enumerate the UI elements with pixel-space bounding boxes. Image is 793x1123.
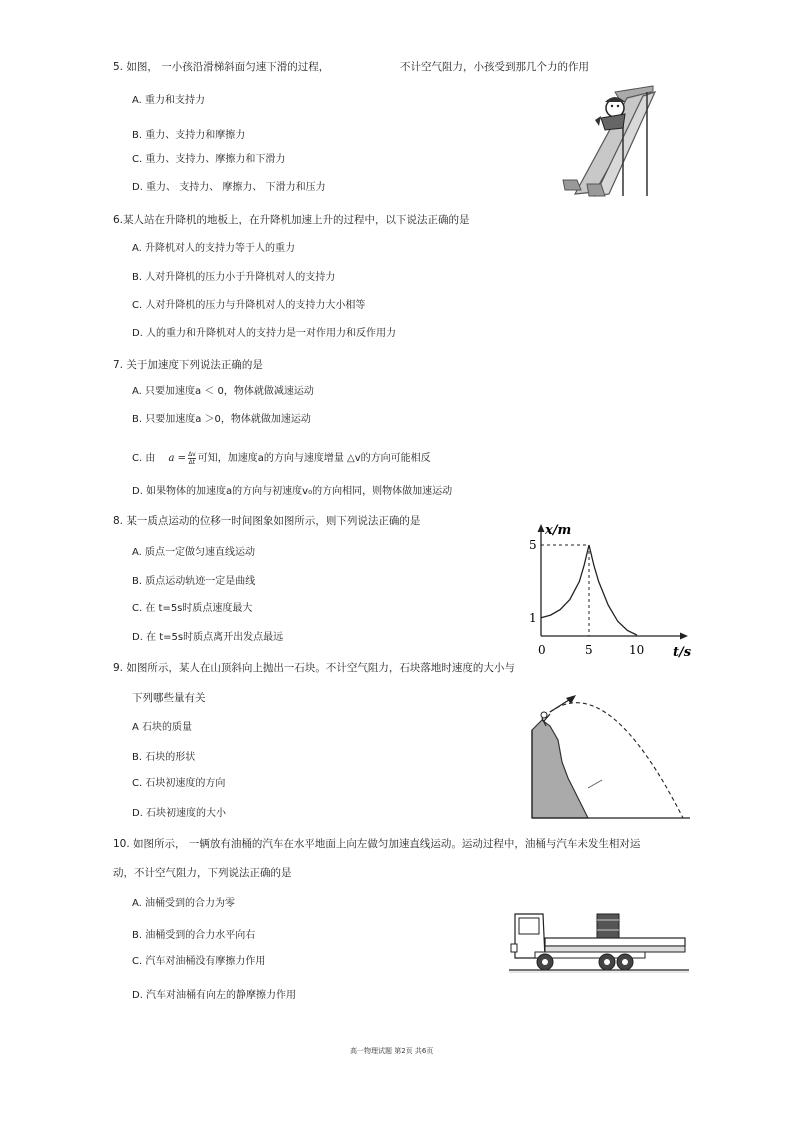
q7-formula-lhs: a = xyxy=(168,453,187,464)
q10-stem-line1: 10. 如图所示， 一辆放有油桶的汽车在水平地面上向左做匀加速直线运动。运动过程中，油桶与汽车未发生相对运 xyxy=(113,838,641,850)
q9-option-c: C. 石块初速度的方向 xyxy=(132,778,226,789)
q6-option-b: B. 人对升降机的压力小于升降机对人的支持力 xyxy=(132,272,336,283)
q10-option-c: C. 汽车对油桶没有摩擦力作用 xyxy=(132,956,266,967)
q9-stem-line1: 9. 如图所示，某人在山顶斜向上抛出一石块。不计空气阻力，石块落地时速度的大小与 xyxy=(113,662,515,674)
q9-stem-line2: 下列哪些量有关 xyxy=(132,692,206,704)
q5-option-c: C. 重力、支持力、摩擦力和下滑力 xyxy=(132,154,286,165)
q7-option-a: A. 只要加速度a ＜ 0，物体就做减速运动 xyxy=(132,386,314,397)
q9-option-a: A 石块的质量 xyxy=(132,722,193,733)
y-axis-arrow xyxy=(538,524,545,532)
q5-option-a: A. 重力和支持力 xyxy=(132,95,206,106)
q7-formula-denominator: Δt xyxy=(188,458,196,466)
q7-formula-numerator: Δv xyxy=(188,450,196,458)
q8-option-b: B. 质点运动轨迹一定是曲线 xyxy=(132,576,256,587)
y-tick-label-1: 1 xyxy=(529,610,537,625)
q10-stem-line2: 动，不计空气阻力，下列说法正确的是 xyxy=(113,867,292,879)
x-axis-arrow xyxy=(680,633,688,640)
oil-barrel xyxy=(597,914,619,938)
q6-option-a: A. 升降机对人的支持力等于人的重力 xyxy=(132,243,296,254)
cliff-figure xyxy=(528,690,693,822)
x-tick-label-5: 5 xyxy=(585,643,593,657)
q5-stem-part2: 不计空气阻力，小孩受到那几个力的作用 xyxy=(400,61,589,73)
q7-option-c-suffix: 可知，加速度a的方向与速度增量 △v的方向可能相反 xyxy=(197,453,431,464)
q6-option-c: C. 人对升降机的压力与升降机对人的支持力大小相等 xyxy=(132,300,366,311)
truck-bed xyxy=(545,938,685,946)
origin-label: 0 xyxy=(538,643,546,657)
xt-graph xyxy=(520,520,700,660)
cliff-shape xyxy=(532,720,588,818)
person-icon xyxy=(541,712,547,718)
q8-option-d: D. 在 t=5s时质点离开出发点最远 xyxy=(132,632,284,643)
q6-option-d: D. 人的重力和升降机对人的支持力是一对作用力和反作用力 xyxy=(132,328,397,339)
q7-option-c-prefix: C. 由 xyxy=(132,453,156,464)
q7-option-b: B. 只要加速度a ＞0，物体就做加速运动 xyxy=(132,414,311,425)
q5-stem-part1: 5. 如图， 一小孩沿滑梯斜面匀速下滑的过程， xyxy=(113,61,330,73)
q8-option-a: A. 质点一定做匀速直线运动 xyxy=(132,547,256,558)
q7-option-d: D. 如果物体的加速度a的方向与初速度v₀的方向相同，则物体做加速运动 xyxy=(132,486,453,497)
q7-option-c xyxy=(132,450,431,468)
y-tick-label-5: 5 xyxy=(529,538,537,552)
q10-option-b: B. 油桶受到的合力水平向右 xyxy=(132,930,256,941)
truck-window xyxy=(519,918,539,934)
q10-option-d: D. 汽车对油桶有向左的静摩擦力作用 xyxy=(132,990,297,1001)
y-axis-label: x/m xyxy=(545,523,572,538)
q5-option-d: D. 重力、 支持力、 摩擦力、 下滑力和压力 xyxy=(132,182,326,193)
slide-figure xyxy=(555,84,660,202)
q8-stem: 8. 某一质点运动的位移一时间图象如图所示，则下列说法正确的是 xyxy=(113,515,421,527)
q8-option-c: C. 在 t=5s时质点速度最大 xyxy=(132,603,253,614)
truck-figure xyxy=(505,908,693,980)
q10-option-a: A. 油桶受到的合力为零 xyxy=(132,898,236,909)
q9-option-d: D. 石块初速度的大小 xyxy=(132,808,227,819)
arrow-head-icon xyxy=(566,695,576,704)
x-axis-label: t/s xyxy=(673,645,692,660)
q6-stem: 6.某人站在升降机的地板上，在升降机加速上升的过程中，以下说法正确的是 xyxy=(113,214,470,226)
page-footer: 高一物理试题 第2页 共6页 xyxy=(350,1047,434,1055)
q9-option-b: B. 石块的形状 xyxy=(132,752,196,763)
x-tick-label-10: 10 xyxy=(629,643,645,657)
q5-option-b: B. 重力、支持力和摩擦力 xyxy=(132,130,246,141)
q7-formula-fraction xyxy=(188,451,196,466)
q7-stem: 7. 关于加速度下列说法正确的是 xyxy=(113,359,263,371)
